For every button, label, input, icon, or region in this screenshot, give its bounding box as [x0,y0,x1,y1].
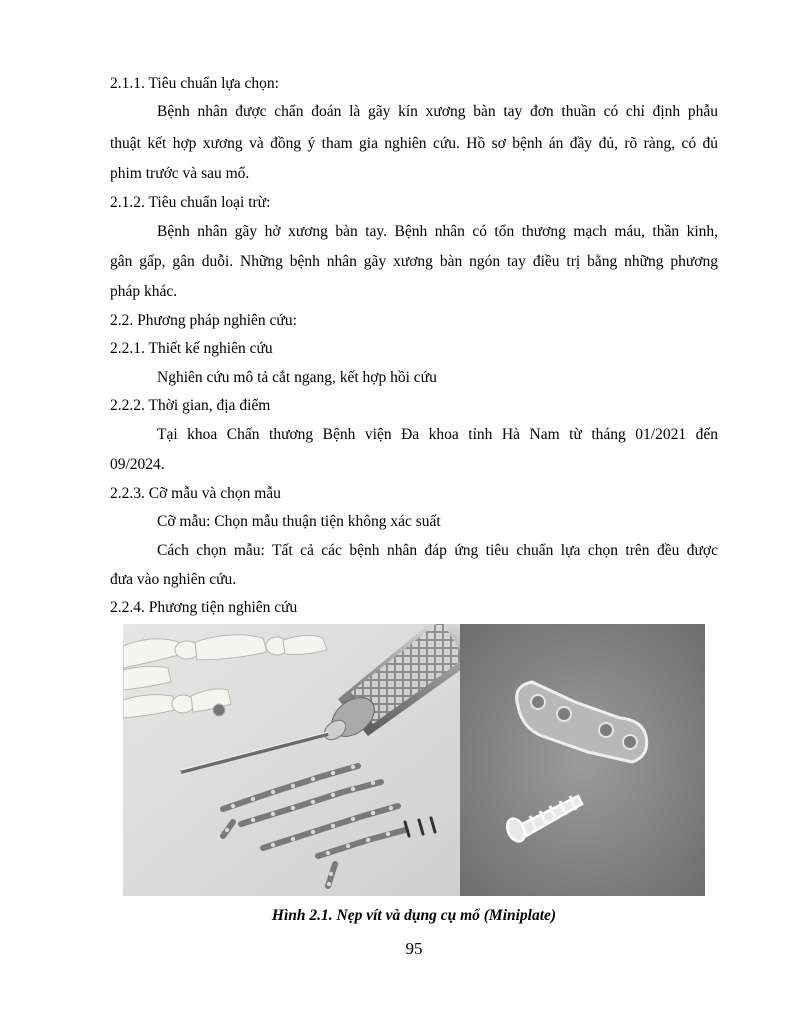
paragraph-line: Tại khoa Chấn thương Bệnh viện Đa khoa tỉnh Hà Nam từ tháng 01/2021 đến [157,426,718,443]
figure-caption: Hình 2.1. Nẹp vít và dụng cụ mổ (Miniplate) [271,907,557,924]
heading-2-2-3: 2.2.3. Cỡ mẫu và chọn mẫu [110,485,281,502]
heading-2-2-1: 2.2.1. Thiết kế nghiên cứu [110,340,273,357]
heading-2-2-2: 2.2.2. Thời gian, địa điểm [110,397,271,414]
page-number: 95 [405,939,423,958]
paragraph-line: Cỡ mẫu: Chọn mẫu thuận tiện không xác suất [157,513,441,530]
plate-and-screw-photo [460,624,705,896]
paragraph-line: thuật kết hợp xương và đồng ý tham gia nghiên cứu. Hồ sơ bệnh án đầy đủ, rõ ràng, có đủ [110,135,718,152]
paragraph-line: Nghiên cứu mô tả cắt ngang, kết hợp hồi cứu [157,369,437,386]
heading-2-1-1: 2.1.1. Tiêu chuẩn lựa chọn: [110,75,279,92]
instruments-photo [123,624,460,896]
heading-2-2-4: 2.2.4. Phương tiện nghiên cứu [110,599,298,616]
heading-2-1-2: 2.1.2. Tiêu chuẩn loại trừ: [110,194,271,211]
paragraph-line: Cách chọn mẫu: Tất cả các bệnh nhân đáp ứng tiêu chuẩn lựa chọn trên đều được [157,542,718,559]
paragraph-line: Bệnh nhân gãy hở xương bàn tay. Bệnh nhân có tổn thương mạch máu, thần kinh, [157,223,718,240]
heading-2-2: 2.2. Phương pháp nghiên cứu: [110,312,297,329]
paragraph-line: pháp khác. [110,283,178,300]
paragraph-line: 09/2024. [110,456,165,473]
paragraph-line: đưa vào nghiên cứu. [110,571,237,588]
paragraph-line: gân gấp, gân duỗi. Những bệnh nhân gãy xương bàn ngón tay điều trị bằng những phương [110,253,718,270]
figure-miniplate [123,624,705,896]
paragraph-line: phim trước và sau mổ. [110,165,250,182]
paragraph-line: Bệnh nhân được chẩn đoán là gãy kín xương bàn tay đơn thuần có chỉ định phẫu [157,103,718,120]
